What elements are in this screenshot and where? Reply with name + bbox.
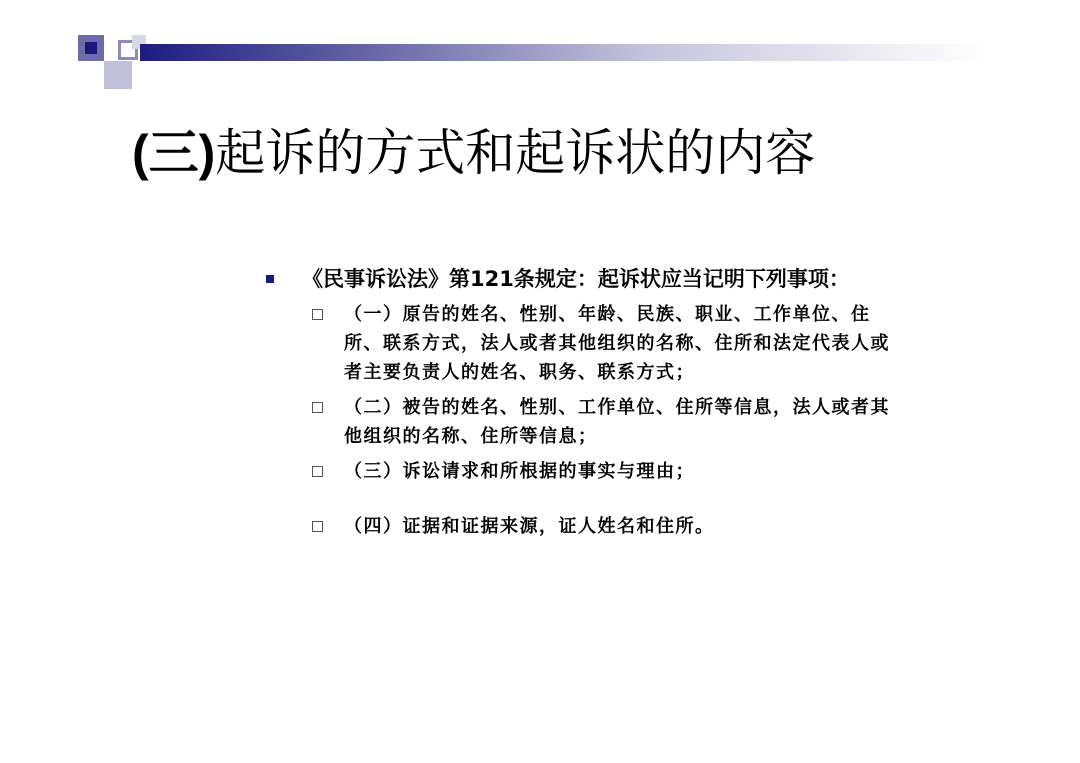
list-item-text: （三）诉讼请求和所根据的事实与理由； [344,461,695,482]
title-main: 起诉的方式和起诉状的内容 [215,124,816,182]
header-square-light [104,61,132,89]
main-point [262,264,902,294]
hollow-square-bullet-icon [312,521,323,532]
header-gradient-bar [140,44,985,61]
header-square-inner [85,42,97,54]
hollow-square-bullet-icon [312,309,323,320]
list-item [262,300,902,387]
list-item [262,457,902,486]
content-area [262,264,902,541]
square-bullet-icon [266,275,274,283]
hollow-square-bullet-icon [312,402,323,413]
list-item-text: （一）原告的姓名、性别、年龄、民族、职业、工作单位、住所、联系方式，法人或者其他组织的名称、住所和法定代表人或者主要负责人的姓名、职务、联系方式； [344,304,890,383]
list-item [262,512,902,541]
list-item [262,393,902,451]
header-square-dark [78,35,104,61]
hollow-square-bullet-icon [312,466,323,477]
title-prefix: (三) [132,125,216,181]
main-point-text: 《民事诉讼法》第121条规定：起诉状应当记明下列事项： [302,267,850,291]
list-item-text: （四）证据和证据来源，证人姓名和住所。 [344,516,715,537]
slide-title [132,118,1032,188]
list-item-text: （二）被告的姓名、性别、工作单位、住所等信息，法人或者其他组织的名称、住所等信息； [344,397,890,447]
